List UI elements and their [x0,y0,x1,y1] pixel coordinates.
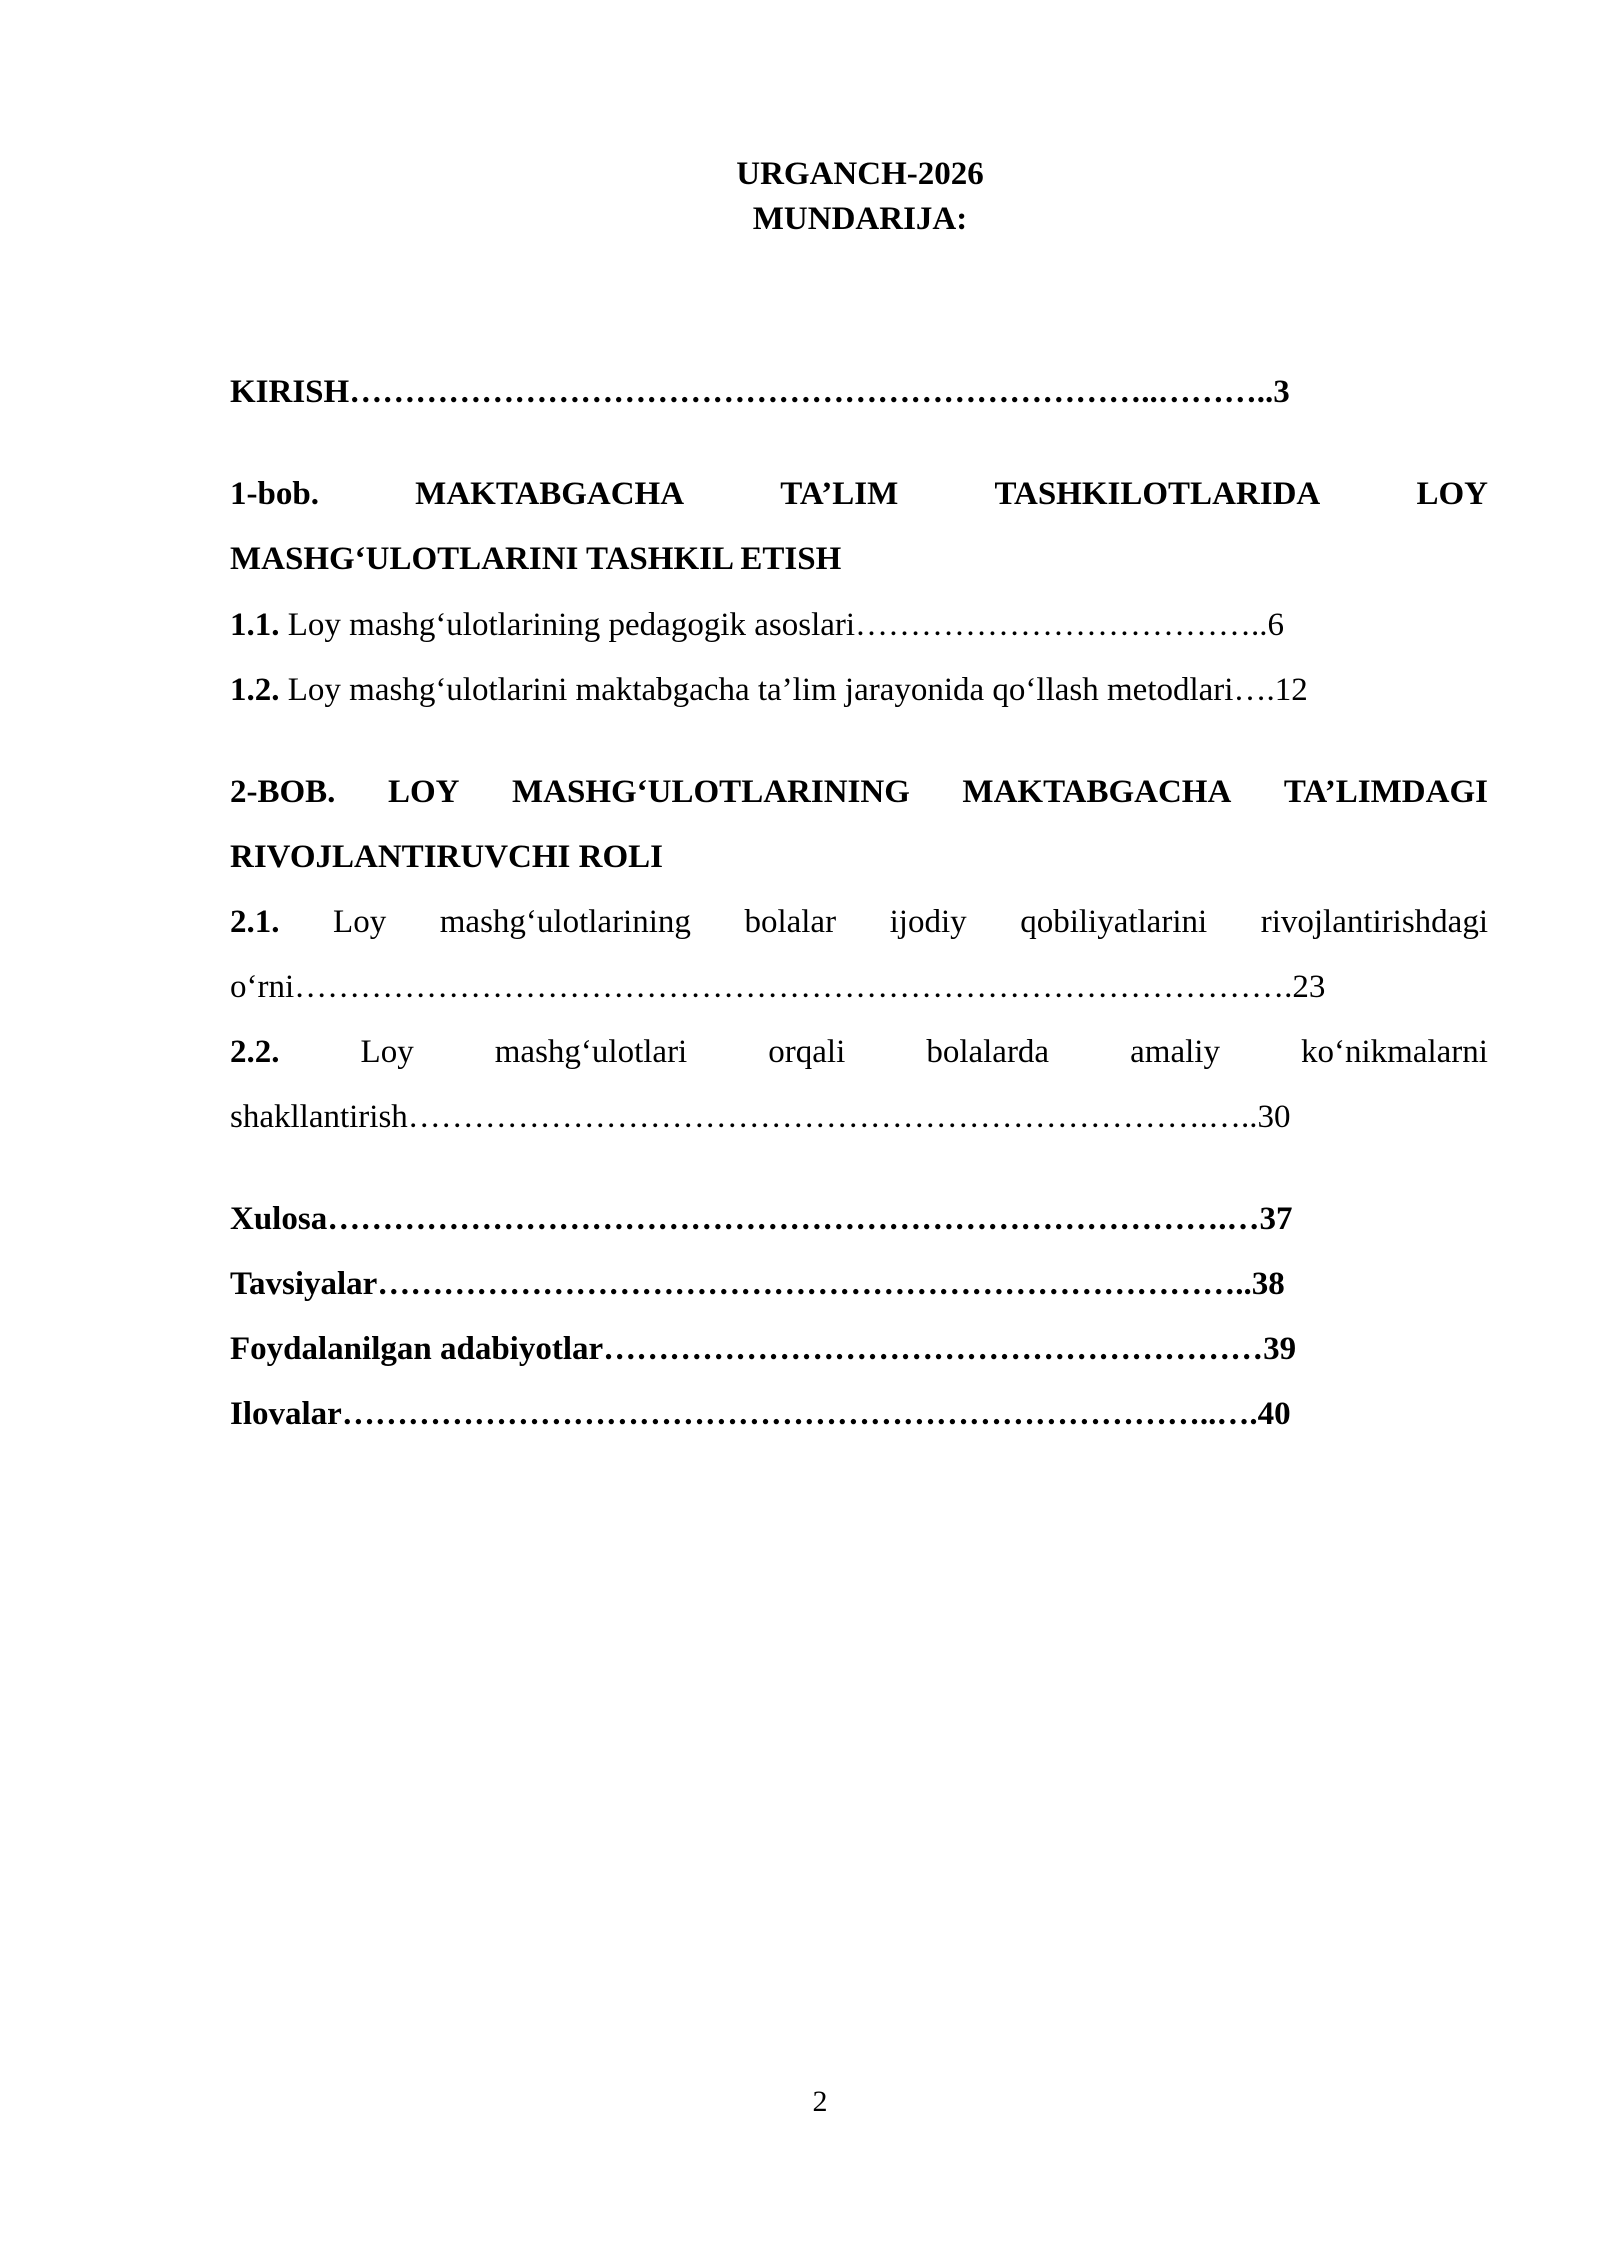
section-number: 2.1. [230,906,280,939]
word: MAKTABGACHA [415,478,685,511]
toc-chapter-1-line-2: MASHG‘ULOTLARINI TASHKIL ETISH [230,543,842,576]
word: Loy [333,906,387,939]
toc-chapter-2-line-2: RIVOJLANTIRUVCHI ROLI [230,841,663,874]
word: rivojlantirishdagi [1260,906,1488,939]
toc-section-2-1-line-2: o‘rni……………………………………………………………………………….23 [230,971,1326,1004]
section-title: Loy mashg‘ulotlarini maktabgacha ta’lim jarayonida qo‘llash metodlari….12 [279,674,1308,707]
word: TA’LIM [780,478,899,511]
word: LOY [387,776,460,809]
word: 2-BOB. [230,776,336,809]
toc-chapter-1-line-1 [230,478,1488,511]
section-number: 1.1. [230,609,280,642]
word: ko‘nikmalarni [1301,1036,1488,1069]
toc-section-2-1-line-1 [230,906,1488,939]
word: TA’LIMDAGI [1283,776,1488,809]
word: MAKTABGACHA [962,776,1232,809]
word: TASHKILOTLARIDA [994,478,1321,511]
word: ijodiy [889,906,967,939]
word: Loy [360,1036,414,1069]
word: orqali [768,1036,846,1069]
word: LOY [1416,478,1488,511]
word: MASHG‘ULOTLARINING [512,776,910,809]
page-number: 2 [812,2085,828,2118]
section-number: 2.2. [230,1036,280,1069]
toc-entry-recommendations: Tavsiyalar……………………………………………………………………..38 [230,1268,1285,1301]
word: qobiliyatlarini [1020,906,1208,939]
toc-entry-conclusion: Xulosa……………………………………………………………………….…37 [230,1203,1293,1236]
city-year-heading: URGANCH-2026 [736,158,984,191]
toc-title: MUNDARIJA: [752,203,968,236]
word: amaliy [1130,1036,1220,1069]
word: bolalarda [926,1036,1050,1069]
toc-section-2-2-line-2: shakllantirish……………………………………………………………….…..30 [230,1101,1291,1134]
toc-chapter-2-line-1 [230,776,1488,809]
word: mashg‘ulotlarining [439,906,691,939]
section-number: 1.2. [230,674,280,707]
word: mashg‘ulotlari [494,1036,688,1069]
section-title: Loy mashg‘ulotlarining pedagogik asoslari………………………………..6 [279,609,1285,642]
toc-entry-appendix: Ilovalar……………………………………………………………………..….40 [230,1398,1291,1431]
word: 1-bob. [230,478,319,511]
toc-section-2-2-line-1 [230,1036,1488,1069]
word: bolalar [744,906,837,939]
toc-entry-intro: KIRISH………………………………………………………………..………..3 [230,376,1290,409]
toc-section-1-2 [230,674,1488,707]
toc-section-1-1 [230,609,1488,642]
toc-entry-references: Foydalanilgan adabiyotlar……………………………………………………39 [230,1333,1297,1366]
